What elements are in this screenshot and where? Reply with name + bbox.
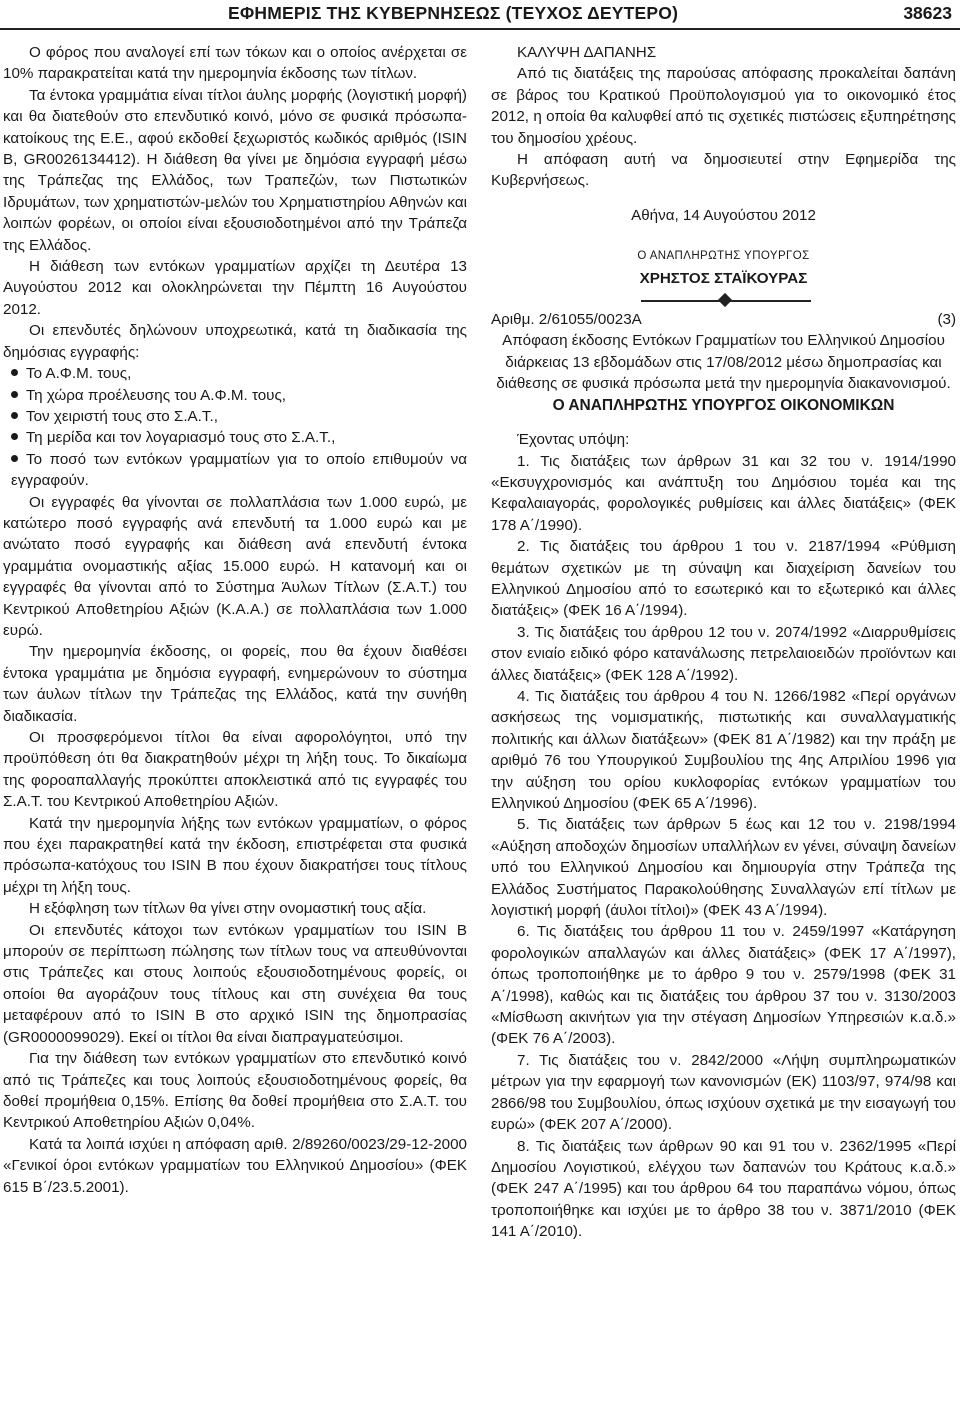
legal-item: 5. Τις διατάξεις των άρθρων 5 έως και 12 του ν. 2198/1994 «Αύξηση αποδοχών δημοσίων υπαλλήλων εν γένει, σύναψη δανείων υπό του Ελληνικού Δημοσίου και δημιουργία στην Τράπεζα της Ελλάδος Συστήματος Παρακολούθησης Συναλλαγών επί τίτλων με λογιστική μορφή (άυλοι τίτλοι)» (ΦΕΚ 43 Α΄/1994).	[491, 816, 956, 920]
diamond-icon	[718, 293, 732, 307]
paragraph-repayment: Η εξόφληση των τίτλων θα γίνει στην ονομαστική τους αξία.	[29, 900, 427, 918]
paragraph-period: Η διάθεση των εντόκων γραμματίων αρχίζει τη Δευτέρα 13 Αυγούστου 2012 και ολοκληρώνεται την Πέμπτη 16 Αυγούστου 2012.	[3, 258, 467, 318]
bullet-item: Το ποσό των εντόκων γραμματίων για το οποίο επιθυμούν να εγγραφούν.	[11, 450, 467, 490]
paragraph-tax-exempt: Οι προσφερόμενοι τίτλοι θα είναι αφορολόγητοι, υπό την προϋπόθεση ότι θα διακρατηθούν μέχρι τη λήξη τους. Το δικαίωμα της φοροαπαλλαγής προκύπτει αποκλειστικά από τις εγγραφές του Σ.Α.Τ. του Κεντρικού Αποθετηρίου Αξιών.	[3, 729, 467, 811]
paragraph-form: Τα έντοκα γραμμάτια είναι τίτλοι άυλης μορφής (λογιστική μορφή) και θα διατεθούν στο επενδυτικό κοινό, μόνο σε φυσικά πρόσωπα-κατοίκους της Ε.Ε., αφού εκδοθεί ξεχωριστός κωδικός αριθμός (ISIN B, GR0026134412). Η διάθεση θα γίνει με δημόσια εγγραφή μέσω της Τράπεζας της Ελλάδος, των Τραπεζών, των Πιστωτικών Ιδρυμάτων, των χρηματιστών-μελών του Χρηματιστηρίου Αθηνών και λοιπών φορέων, οι οποίοι είναι εξουσιοδοτημένοι από την Τράπεζα της Ελλάδος.	[3, 86, 467, 254]
legal-item: 8. Τις διατάξεις των άρθρων 90 και 91 του ν. 2362/1995 «Περί Δημοσίου Λογιστικού, ελέγχου των δαπανών του Κράτους κ.α.δ.» (ΦΕΚ 247 Α΄/1995) και του άρθρου 64 του παραπάνω νόμου, όπως τροποποιήθηκε και ισχύει με το άρθρο 38 του ν. 3871/2010 (ΦΕΚ 141 Α΄/2010).	[491, 1137, 956, 1241]
paragraph-general-terms: Κατά τα λοιπά ισχύει η απόφαση αριθ. 2/89260/0023/29-12-2000 «Γενικοί όροι εντόκων γραμματίων του Ελληνικού Δημοσίου» (ΦΕΚ 615 Β΄/23.5.2001).	[3, 1135, 467, 1196]
bullet-dot-icon	[11, 369, 18, 376]
gazette-title: ΕΦΗΜΕΡΙΣ ΤΗΣ ΚΥΒΕΡΝΗΣΕΩΣ (ΤΕΥΧΟΣ ΔΕΥΤΕΡΟ)	[228, 3, 679, 23]
cost-heading: ΚΑΛΥΨΗ ΔΑΠΑΝΗΣ	[517, 44, 657, 61]
bullet-item: Τη μερίδα και τον λογαριασμό τους στο Σ.Α.Τ.,	[3, 427, 467, 448]
bullet-item: Το Α.Φ.Μ. τους,	[3, 363, 467, 384]
bullet-item: Τη χώρα προέλευσης του Α.Φ.Μ. τους,	[3, 385, 467, 406]
signer-name: ΧΡΗΣΤΟΣ ΣΤΑΪΚΟΥΡΑΣ	[639, 269, 808, 287]
bullet-dot-icon	[11, 391, 18, 398]
bullet-dot-icon	[11, 412, 18, 419]
minister-heading: Ο ΑΝΑΠΛΗΡΩΤΗΣ ΥΠΟΥΡΓΟΣ ΟΙΚΟΝΟΜΙΚΩΝ	[552, 396, 895, 414]
paragraph-declare: Οι επενδυτές δηλώνουν υποχρεωτικά, κατά τη διαδικασία της δημόσιας εγγραφής:	[3, 322, 467, 361]
signer-title: Ο ΑΝΑΠΛΗΡΩΤΗΣ ΥΠΟΥΡΓΟΣ	[637, 250, 810, 263]
decision-number-row	[491, 309, 956, 330]
cost-paragraph: Από τις διατάξεις της παρούσας απόφασης προκαλείται δαπάνη σε βάρος του Κρατικού Προϋπολογισμού για το οικονομικό έτος 2012, η οποία θα καλυφθεί από τις σχετικές πιστώσεις εξυπηρέτησης του δημοσίου χρέους.	[491, 65, 956, 147]
paragraph-issue-date: Την ημερομηνία έκδοσης, οι φορείς, που θα έχουν διαθέσει έντοκα γραμμάτια με δημόσια εγγραφή, ενημερώνουν το σύστημα των άυλων τίτλων την Τράπεζας της Ελλάδος, κατά την συνήθη διαδικασία.	[3, 643, 467, 725]
paragraph-sale: Οι επενδυτές κάτοχοι των εντόκων γραμματίων του ISIN B μπορούν σε περίπτωση πώλησης των τίτλων τους να απευθύνονται στις Τράπεζες και στους λοιπούς εξουσιοδοτημένους φορείς, οι οποίοι θα αγοράζουν τους τίτλους και στη συνέχεια θα τους μεταφέρουν από το ISIN B στο αρχικό ISIN της δημοπρασίας (GR0000099029). Εκεί οι τίτλοι θα είναι διαπραγματεύσιμοι.	[3, 921, 467, 1046]
legal-item: 4. Τις διατάξεις του άρθρου 4 του Ν. 1266/1982 «Περί οργάνων ασκήσεως της νομισματικής, πιστωτικής και συναλλαγματικής πολιτικής και άλλων διατάξεων» (ΦΕΚ 81 Α΄/1982) και την πράξη με αριθμό 76 του Υπουργικού Συμβουλίου της 4ης Απριλίου 1996 για την αύξηση του ορίου κυκλοφορίας εντόκων γραμματίων του Ελληνικού Δημοσίου (ΦΕΚ 65 Α΄/1996).	[491, 687, 956, 812]
right-column	[491, 42, 956, 1243]
page-header	[0, 0, 960, 28]
legal-item: 7. Τις διατάξεις του ν. 2842/2000 «Λήψη συμπληρωματικών μέτρων για την εφαρμογή των κανονισμών (ΕΚ) 1103/97, 974/98 και 2866/98 του Συμβουλίου, όπως ισχύουν σχετικά με την εισαγωγή του ευρώ» (ΦΕΚ 207 Α΄/2000).	[491, 1051, 956, 1134]
bullet-dot-icon	[11, 433, 18, 440]
decision-number: Αριθμ. 2/61055/0023Α	[491, 311, 642, 329]
bullet-dot-icon	[11, 455, 18, 462]
legal-item: 2. Τις διατάξεις του άρθρου 1 του ν. 2187/1994 «Ρύθμιση θεμάτων σχετικών με τη σύναψη και διαχείριση δανείων του Ελληνικού Δημοσίου από το εσωτερικό και το εξωτερικό και άλλες διατάξεις» (ΦΕΚ 16 Α΄/1994).	[491, 538, 956, 620]
section-divider	[491, 293, 956, 307]
paragraph-amounts: Οι εγγραφές θα γίνονται σε πολλαπλάσια των 1.000 ευρώ, με κατώτερο ποσό εγγραφής ανά επενδυτή τα 1.000 ευρώ και με ανώτατο ποσό εγγραφής και διάθεση ανά επενδυτή έντοκα γραμμάτια ονομαστικής αξίας 15.000 ευρώ. Η κατανομή και οι εγγραφές θα γίνονται από το Σύστημα Άυλων Τίτλων (Σ.Α.Τ.) του Κεντρικού Αποθετηρίου Αξιών (Κ.Α.Α.) σε πολλαπλάσια των 1.000 ευρώ.	[3, 493, 467, 639]
paragraph-commission: Για την διάθεση των εντόκων γραμματίων στο επενδυτικό κοινό από τις Τράπεζες και τους λοιπούς εξουσιοδοτημένους φορείς, θα δοθεί προμήθεια 0,15%. Επίσης θα δοθεί προμήθεια στο Σ.Α.Τ. του Κεντρικού Αποθετηρίου Αξιών 0,04%.	[3, 1050, 467, 1132]
paragraph-maturity: Κατά την ημερομηνία λήξης των εντόκων γραμματίων, ο φόρος που έχει παρακρατηθεί κατά την έκδοση, επιστρέφεται στα φυσικά πρόσωπα-κατόχους του ISIN B που έχουν διακρατήσει τους τίτλους μέχρι τη λήξη τους.	[3, 814, 467, 896]
legal-item: 6. Τις διατάξεις του άρθρου 11 του ν. 2459/1997 «Κατάργηση φορολογικών απαλλαγών και άλλες διατάξεις» (ΦΕΚ 17 Α΄/1997), όπως τροποποιήθηκε με το άρθρο 9 του ν. 2579/1998 (ΦΕΚ 31 Α΄/1998), καθώς και τις διατάξεις του άρθρου 37 του ν. 3130/2003 «Μίσθωση ακινήτων για την στέγαση Δημοσίων Υπηρεσιών κ.α.δ.» (ΦΕΚ 76 Α΄/2003).	[491, 923, 956, 1048]
paragraph-tax: Ο φόρος που αναλογεί επί των τόκων και ο οποίος ανέρχεται σε 10% παρακρατείται κατά την ημερομηνία έκδοσης των τίτλων.	[3, 44, 467, 83]
page-number: 38623	[903, 3, 952, 23]
bullet-item: Τον χειριστή τους στο Σ.Α.Τ.,	[3, 406, 467, 427]
legal-item: 1. Τις διατάξεις των άρθρων 31 και 32 του ν. 1914/1990 «Εκσυγχρονισμός και ανάπτυξη του Δημόσιου τομέα και της Κεφαλαιαγοράς, φορολογικές ρυθμίσεις και άλλες διατάξεις» (ΦΕΚ 178 Α΄/1990).	[491, 452, 956, 534]
left-column	[3, 42, 467, 1198]
legal-item: 3. Τις διατάξεις του άρθρου 12 του ν. 2074/1992 «Διαρρυθμίσεις στον ενιαίο ειδικό φόρο κατανάλωσης πετρελαιοειδών προϊόντων και άλλες διατάξεις» (ΦΕΚ 128 Α΄/1992).	[491, 623, 956, 684]
having-regard: Έχοντας υπόψη:	[517, 431, 630, 449]
place-date: Αθήνα, 14 Αυγούστου 2012	[631, 206, 816, 224]
decision-index: (3)	[937, 311, 956, 329]
decision-title: Απόφαση έκδοσης Εντόκων Γραμματίων του Ελληνικού Δημοσίου διάρκειας 13 εβδομάδων στις 17/08/2012 μέσω δημοπρασίας και διάθεσης σε φυσικά πρόσωπα μετά την ημερομηνία διακανονισμού.	[496, 332, 951, 393]
header-rule	[0, 28, 960, 30]
publish-paragraph: Η απόφαση αυτή να δημοσιευτεί στην Εφημερίδα της Κυβερνήσεως.	[491, 151, 956, 190]
